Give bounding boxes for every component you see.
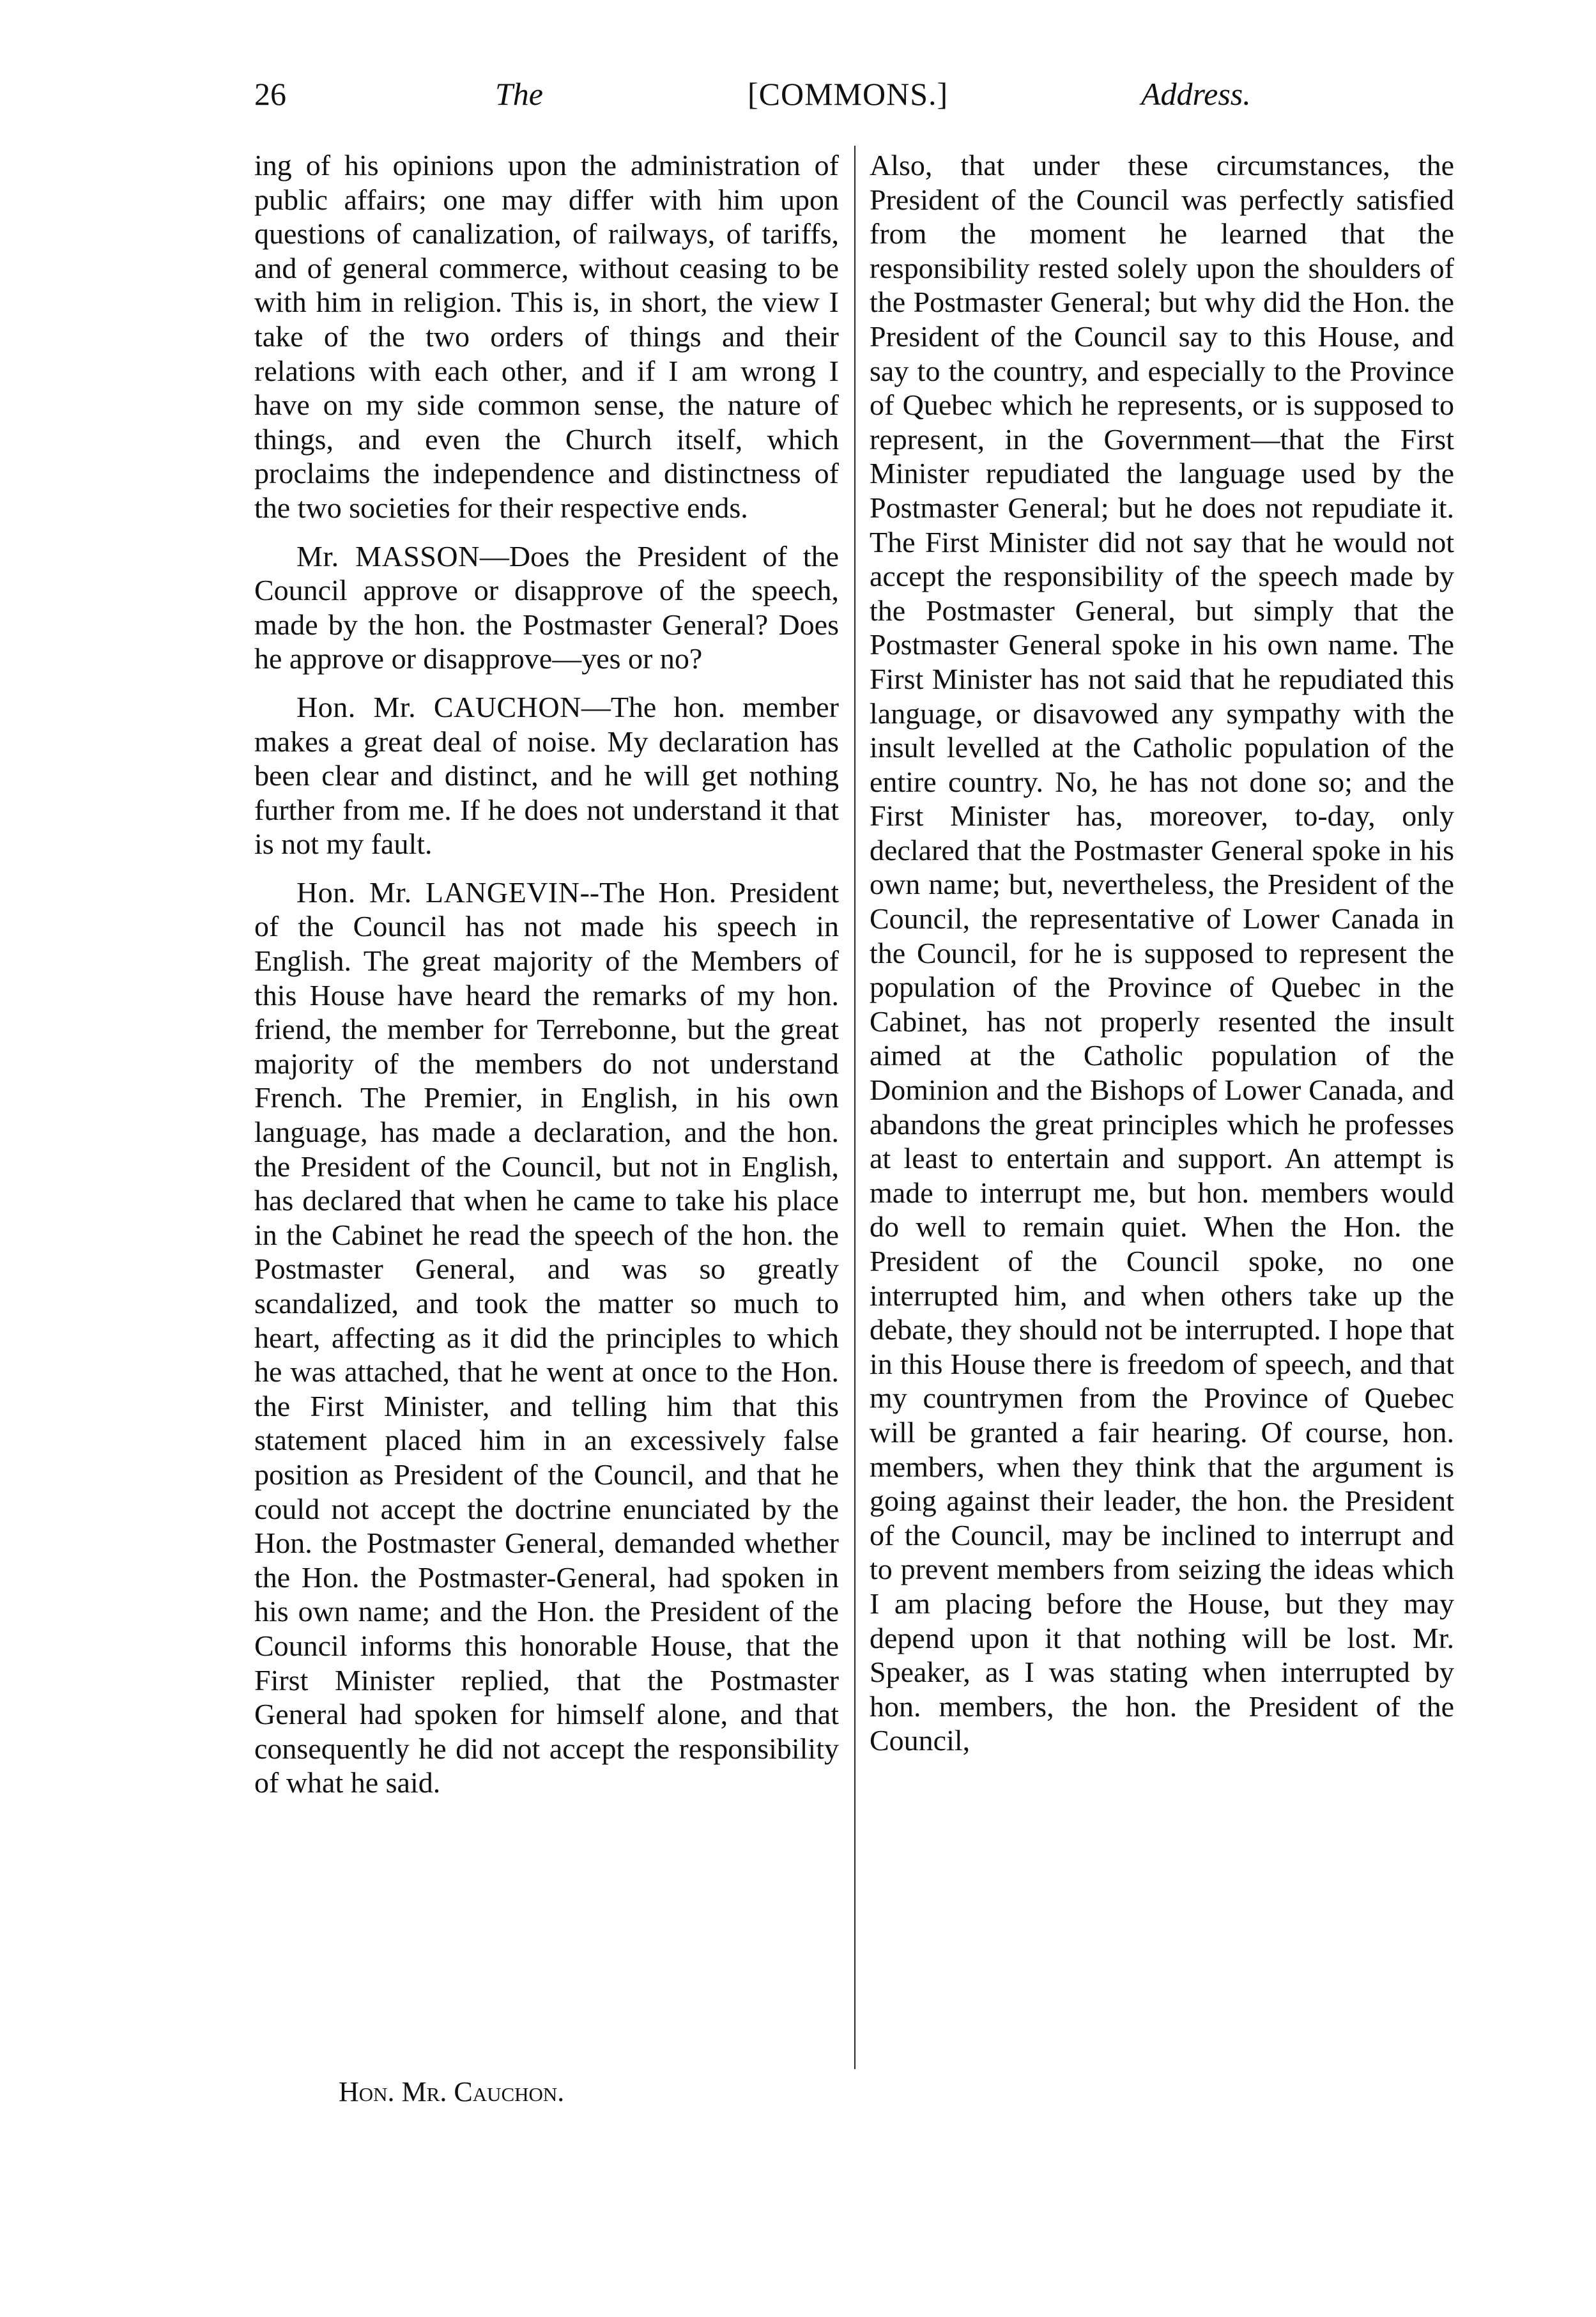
speaker-name: Hon. Mr. CAUCHON [296, 690, 581, 723]
header-left-title: The [495, 76, 543, 112]
column-divider [854, 146, 856, 2069]
catchword [339, 2075, 564, 2108]
speaker-name: Mr. MASSON [296, 539, 480, 573]
speech-paragraph [254, 690, 839, 861]
header-right-title: Address. [1141, 76, 1251, 112]
paragraph-text: ing of his opinions upon the administration of public affairs; one may differ with him upon questions of canalization, of railways, of tariffs, and of general commerce, without ceasing to be with him in religion. This is, in short, the view I take of the two orders of things and their relations with each other, and if I am wrong I have on my side common sense, the nature of things, and even the Church itself, which proclaims the independence and distinctness of the two societies for their respective ends. [254, 149, 839, 524]
header-section: [COMMONS.] [748, 76, 949, 112]
speech-text: --The Hon. President of the Council has not made his speech in English. The great majority of the Members of this House have heard the remarks of my hon. friend, the member for Terrebonne, but the great majority of the members do not understand French. The Premier, in English, in his own language, has made a declaration, and the hon. the President of the Council, but not in English, has declared that when he came to take his place in the Cabinet he read the speech of the hon. the Postmaster General, and was so greatly scandalized, and took the matter so much to heart, affecting as it did the principles to which he was attached, that he went at once to the Hon. the First Minister, and telling him that this statement placed him in an excessively false position as President of the Council, and that he could not accept the doctrine enunciated by the Hon. the Postmaster General, demanded whether the Hon. the Postmaster-General, had spoken in his own name; and the Hon. the President of the Council informs this honorable House, that the First Minister replied, that the Postmaster General had spoken for himself alone, and that consequently he did not accept the responsibility of what he said. [254, 875, 839, 1799]
catchword-text: Hon. Mr. Cauchon. [339, 2076, 565, 2107]
speech-text: —The hon. member makes a great deal of noise. My declaration has been clear and distinct, and he will get nothing further from me. If he does not understand it that is not my fault. [254, 690, 839, 861]
speech-text: —Does the President of the Council approve or disapprove of the speech, made by the hon. the Postmaster General? Does he approve or disapprove—yes or no? [254, 539, 839, 675]
speech-paragraph [254, 875, 839, 1800]
right-column [870, 148, 1454, 1772]
paragraph [870, 148, 1454, 1758]
running-header [0, 75, 1596, 127]
paragraph [254, 148, 839, 525]
speech-paragraph [254, 539, 839, 676]
speaker-name: Hon. Mr. LANGEVIN [296, 875, 580, 909]
left-column [254, 148, 839, 1814]
paragraph-text: Also, that under these circumstances, the President of the Council was perfectly satisfied from the moment he learned that the responsibility rested solely upon the shoulders of the Postmaster General; but why did the Hon. the President of the Council say to this House, and say to the country, and especially to the Province of Quebec which he represents, or is supposed to represent, in the Government—that the First Minister repudiated the language used by the Postmaster General; but he does not repudiate it. The First Minister did not say that he would not accept the responsibility of the speech made by the Postmaster General, but simply that the Postmaster General spoke in his own name. The First Minister has not said that he repudiated this language, or disavowed any sympathy with the insult levelled at the Catholic population of the entire country. No, he has not done so; and the First Minister has, moreover, to-day, only declared that the Postmaster General spoke in his own name; but, nevertheless, the President of the Council, the representative of Lower Canada in the Council, for he is supposed to represent the population of the Province of Quebec in the Cabinet, has not properly resented the insult aimed at the Catholic population of the Dominion and the Bishops of Lower Canada, and abandons the great principles which he professes at least to entertain and support. An attempt is made to interrupt me, but hon. members would do well to remain quiet. When the Hon. the President of the Council spoke, no one interrupted him, and when others take up the debate, they should not be interrupted. I hope that in this House there is freedom of speech, and that my countrymen from the Province of Quebec will be granted a fair hearing. Of course, hon. members, when they think that the argument is going against their leader, the hon. the President of the Council, may be inclined to interrupt and to prevent members from seizing the ideas which I am placing before the House, but they may depend upon it that nothing will be lost. Mr. Speaker, as I was stating when interrupted by hon. members, the hon. the President of the Council, [870, 149, 1454, 1757]
page-number: 26 [254, 76, 286, 112]
